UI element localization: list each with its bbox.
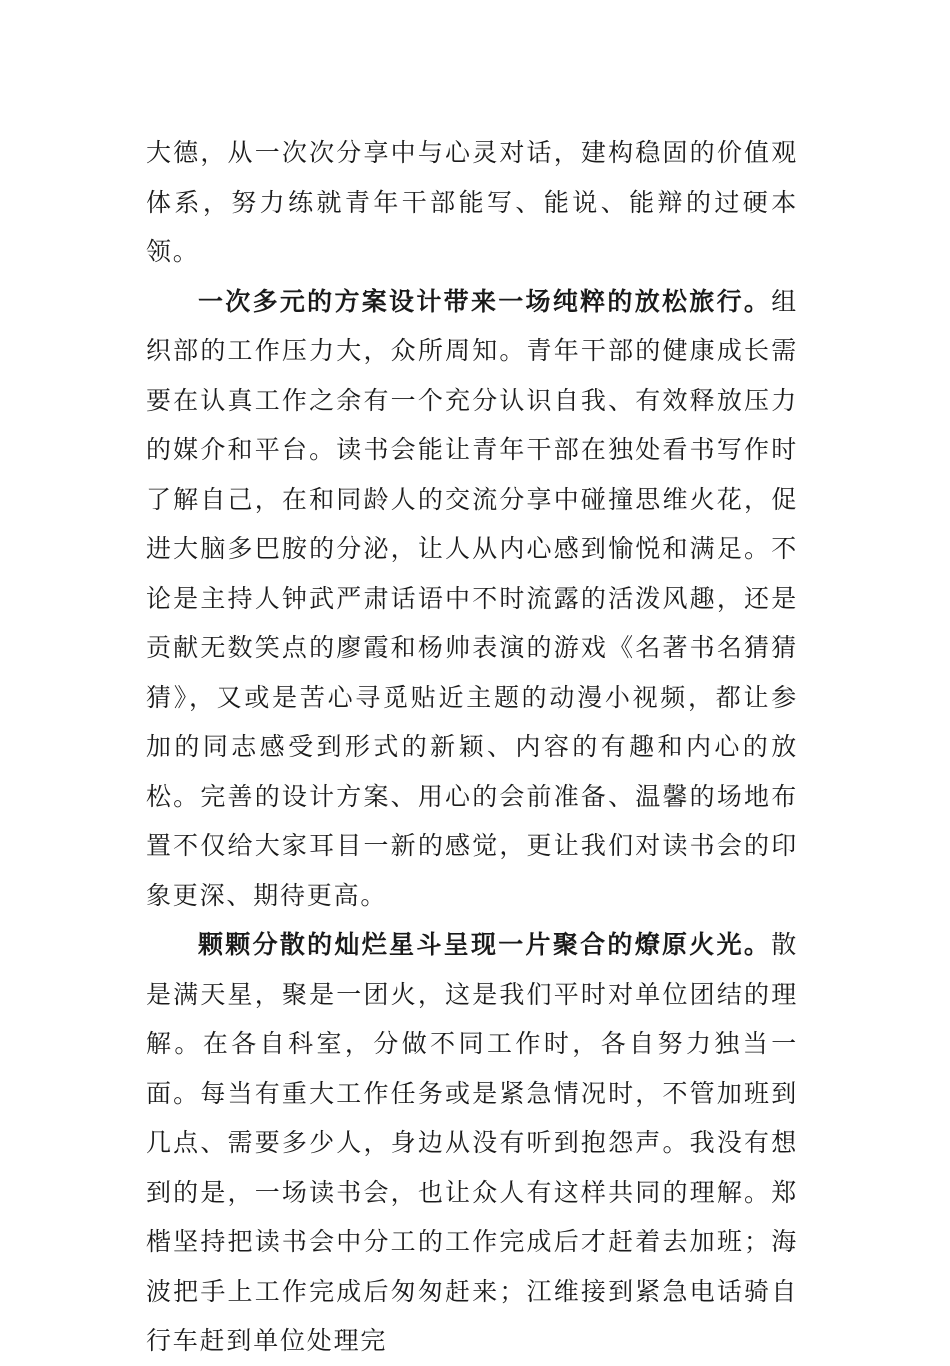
paragraph-1-text: 大德，从一次次分享中与心灵对话，建构稳固的价值观体系，努力练就青年干部能写、能说、能辩的过硬本领。 (146, 138, 798, 266)
paragraph-3 (146, 920, 798, 1366)
document-body (146, 128, 798, 1366)
paragraph-3-text: 散是满天星，聚是一团火，这是我们平时对单位团结的理解。在各自科室，分做不同工作时，各自努力独当一面。每当有重大工作任务或是紧急情况时，不管加班到几点、需要多少人，身边从没有听到抱怨声。我没有想到的是，一场读书会，也让众人有这样共同的理解。郑楷坚持把读书会中分工的工作完成后才赶着去加班；海波把手上工作完成后匆匆赶来；江维接到紧急电话骑自行车赶到单位处理完 (146, 930, 798, 1355)
paragraph-2 (146, 277, 798, 921)
paragraph-3-lead: 颗颗分散的灿烂星斗呈现一片聚合的燎原火光。 (198, 930, 772, 959)
paragraph-2-text: 组织部的工作压力大，众所周知。青年干部的健康成长需要在认真工作之余有一个充分认识自我、有效释放压力的媒介和平台。读书会能让青年干部在独处看书写作时了解自己，在和同龄人的交流分享中碰撞思维火花，促进大脑多巴胺的分泌，让人从内心感到愉悦和满足。不论是主持人钟武严肃话语中不时流露的活泼风趣，还是贡献无数笑点的廖霞和杨帅表演的游戏《名著书名猜猜猜》，又或是苦心寻觅贴近主题的动漫小视频，都让参加的同志感受到形式的新颖、内容的有趣和内心的放松。完善的设计方案、用心的会前准备、温馨的场地布置不仅给大家耳目一新的感觉，更让我们对读书会的印象更深、期待更高。 (146, 286, 798, 910)
paragraph-1 (146, 128, 798, 277)
paragraph-2-lead: 一次多元的方案设计带来一场纯粹的放松旅行。 (198, 286, 772, 316)
